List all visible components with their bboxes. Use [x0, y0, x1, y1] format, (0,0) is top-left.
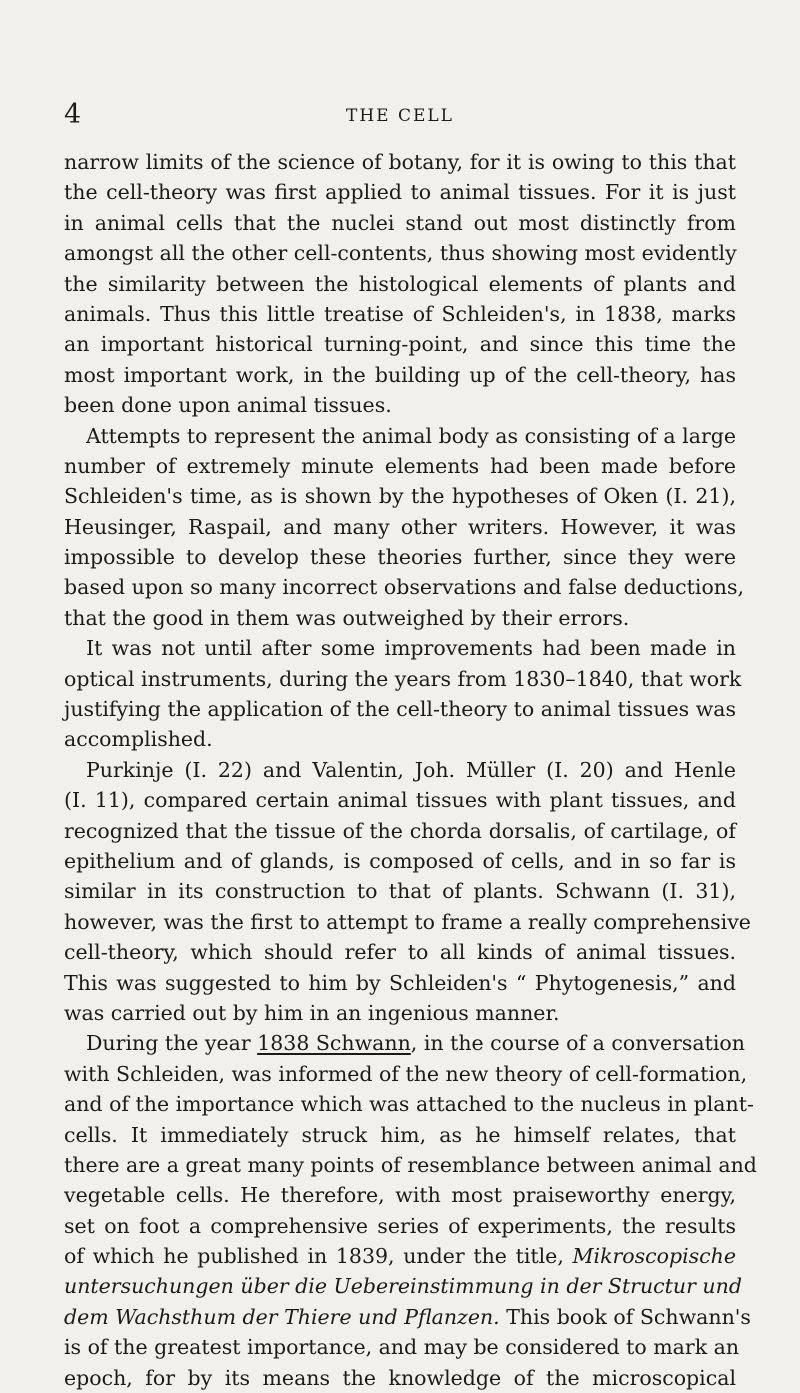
text-line: similar in its construction to that of plants. Schwann (I. 31),	[64, 879, 736, 904]
text-line	[64, 1241, 736, 1271]
text-line: vegetable cells. He therefore, with most praiseworthy energy,	[64, 1183, 736, 1208]
text-line: with Schleiden, was informed of the new theory of cell-formation,	[64, 1061, 748, 1086]
text-line: accomplished.	[64, 727, 213, 752]
text-line: impossible to develop these theories further, since they were	[64, 545, 736, 570]
text-line: and of the importance which was attached to the nucleus in plant-	[64, 1092, 754, 1117]
text-line: Schleiden's time, as is shown by the hypotheses of Oken (I. 21),	[64, 484, 736, 509]
text-line: justifying the application of the cell-theory to animal tissues was	[64, 697, 736, 722]
text-line: cells. It immediately struck him, as he himself relates, that	[64, 1122, 736, 1147]
text-line: amongst all the other cell-contents, thus showing most evidently	[64, 241, 737, 266]
text-line: epoch, for by its means the knowledge of the microscopical	[64, 1365, 736, 1390]
text-line: animals. Thus this little treatise of Schleiden's, in 1838, marks	[64, 301, 736, 326]
text-line: in animal cells that the nuclei stand out most distinctly from	[64, 210, 736, 235]
text-line: (I. 11), compared certain animal tissues with plant tissues, and	[64, 788, 736, 813]
running-title: THE CELL	[346, 106, 454, 126]
text-line: set on foot a comprehensive series of experiments, the results	[64, 1213, 736, 1238]
underlined-text: 1838 Schwann	[257, 1031, 411, 1056]
text-line: however, was the first to attempt to frame a really comprehensive	[64, 909, 751, 934]
italic-title: untersuchungen über die Uebereinstimmung in der Structur und	[64, 1274, 742, 1299]
text-line: narrow limits of the science of botany, for it is owing to this that	[64, 150, 736, 174]
text-line: been done upon animal tissues.	[64, 393, 392, 418]
text-segment: During the year	[86, 1031, 258, 1056]
text-line: recognized that the tissue of the chorda dorsalis, of cartilage, of	[64, 818, 736, 843]
italic-title: Mikroscopische	[572, 1244, 736, 1269]
text-line: the cell-theory was first applied to animal tissues. For it is just	[64, 180, 736, 205]
text-line: the similarity between the histological elements of plants and	[64, 271, 736, 296]
text-line	[64, 1302, 751, 1332]
text-segment: , in the course of a conversation	[410, 1031, 745, 1056]
running-head	[64, 100, 736, 130]
text-line: number of extremely minute elements had been made before	[64, 453, 736, 478]
text-line: an important historical turning-point, and since this time the	[64, 332, 736, 357]
body-text	[64, 147, 757, 1393]
page-number: 4	[64, 99, 82, 130]
text-line: epithelium and of glands, is composed of cells, and in so far is	[64, 848, 736, 873]
text-segment: This book of Schwann's	[499, 1304, 751, 1329]
text-line: Attempts to represent the animal body as consisting of a large	[86, 423, 736, 448]
text-line: Heusinger, Raspail, and many other writers. However, it was	[64, 514, 736, 539]
text-line: optical instruments, during the years from 1830–1840, that work	[64, 666, 742, 691]
text-line: that the good in them was outweighed by their errors.	[64, 605, 630, 630]
text-line: there are a great many points of resemblance between animal and	[64, 1152, 757, 1177]
text-line: Purkinje (I. 22) and Valentin, Joh. Müller (I. 20) and Henle	[86, 757, 736, 782]
text-line: is of the greatest importance, and may be considered to mark an	[64, 1335, 740, 1360]
text-line: This was suggested to him by Schleiden's “ Phytogenesis,” and	[64, 970, 736, 995]
text-line: was carried out by him in an ingenious manner.	[64, 1000, 560, 1025]
text-line: based upon so many incorrect observations and false deductions,	[64, 575, 745, 600]
text-line: most important work, in the building up of the cell-theory, has	[64, 362, 736, 387]
text-line	[64, 1028, 745, 1058]
text-line: cell-theory, which should refer to all kinds of animal tissues.	[64, 940, 736, 965]
text-line: It was not until after some improvements had been made in	[86, 636, 736, 661]
text-segment: of which he published in 1839, under the title,	[64, 1244, 573, 1269]
italic-title: dem Wachsthum der Thiere und Pflanzen.	[64, 1304, 500, 1329]
